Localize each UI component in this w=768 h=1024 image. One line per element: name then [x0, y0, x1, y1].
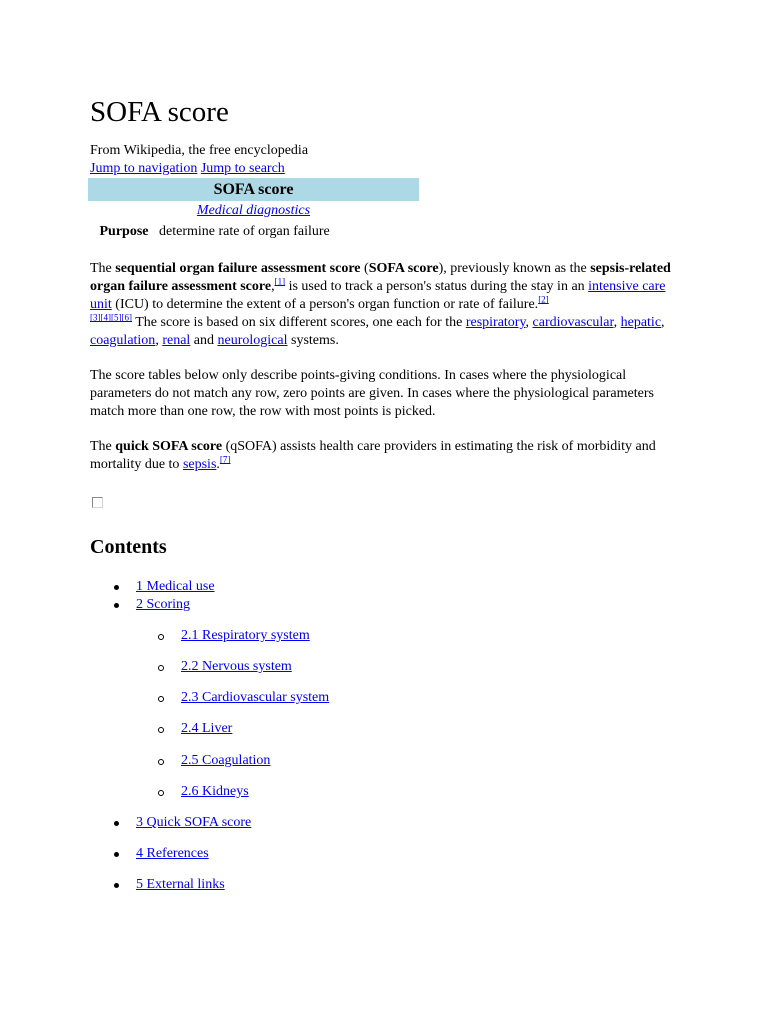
toc-link-references[interactable]: 4 References — [136, 846, 209, 861]
broken-image-icon — [92, 497, 103, 508]
text: (qSOFA) assists health care providers in estimating the risk of morbidity and mortality due to — [90, 439, 656, 472]
text: The — [90, 439, 116, 454]
bold-term: quick SOFA score — [115, 439, 223, 454]
infobox-title: SOFA score — [88, 178, 419, 201]
circle-bullet-icon — [158, 634, 164, 640]
toc-link-coagulation[interactable]: 2.5 Coagulation — [181, 753, 271, 768]
jump-to-search-link[interactable]: Jump to search — [200, 161, 285, 176]
reference-2-link[interactable]: [2] — [538, 294, 549, 305]
circle-bullet-icon — [158, 696, 164, 702]
reference-1-link[interactable]: [1] — [274, 276, 286, 287]
toc-item — [136, 845, 209, 863]
toc-subitem — [181, 627, 310, 645]
toc-subitem — [181, 689, 329, 707]
bullet-icon — [114, 883, 119, 888]
score-tables-paragraph: The score tables below only describe points-giving conditions. In cases where the physiological parameters do not match any row, zero points are given. In cases where the physiological parameters match more than one row, the row with most points is picked. — [90, 368, 654, 419]
toc-link-liver[interactable]: 2.4 Liver — [181, 721, 233, 736]
intro-paragraph — [90, 260, 682, 350]
neurological-link[interactable]: neurological — [217, 333, 288, 348]
text: , — [613, 315, 621, 330]
hepatic-link[interactable]: hepatic — [620, 315, 662, 330]
toc-item — [136, 596, 190, 614]
bullet-icon — [114, 585, 119, 590]
toc-link-medical-use[interactable]: 1 Medical use — [136, 579, 215, 594]
toc-subitem — [181, 783, 249, 801]
bullet-icon — [114, 603, 119, 608]
toc-link-kidneys[interactable]: 2.6 Kidneys — [181, 784, 249, 799]
sepsis-link[interactable]: sepsis — [182, 457, 217, 472]
text: The — [90, 261, 116, 276]
page-title: SOFA score — [90, 96, 229, 128]
text: is used to track a person's status during the stay in an — [285, 279, 589, 294]
text: . — [216, 457, 220, 472]
contents-heading: Contents — [90, 536, 167, 558]
text: , — [271, 279, 275, 294]
respiratory-link[interactable]: respiratory — [465, 315, 526, 330]
infobox — [88, 178, 419, 243]
text: systems. — [287, 333, 339, 348]
medical-diagnostics-link[interactable]: Medical diagnostics — [196, 203, 311, 218]
text: , — [661, 315, 665, 330]
toc-link-scoring[interactable]: 2 Scoring — [136, 597, 191, 612]
text: The score is based on six different scores, one each for the — [132, 315, 466, 330]
renal-link[interactable]: renal — [162, 333, 191, 348]
toc-item — [136, 876, 225, 894]
toc-link-external-links[interactable]: 5 External links — [136, 877, 225, 892]
infobox-row-purpose — [88, 221, 419, 243]
jump-to-navigation-link[interactable]: Jump to navigation — [90, 161, 198, 176]
text: (ICU) to determine the extent of a person's organ function or rate of failure. — [111, 297, 539, 312]
text: ), previously known as the — [438, 261, 591, 276]
bold-term: sequential organ failure assessment score — [115, 261, 361, 276]
infobox-subtitle — [88, 201, 419, 221]
infobox-purpose-value: determine rate of organ failure — [159, 224, 330, 239]
qsofa-paragraph — [90, 438, 682, 474]
text: , — [525, 315, 533, 330]
text: ( — [360, 261, 369, 276]
toc-item — [136, 578, 215, 596]
toc-item — [136, 814, 251, 832]
bullet-icon — [114, 821, 119, 826]
circle-bullet-icon — [158, 759, 164, 765]
infobox-purpose-label: Purpose — [99, 224, 149, 239]
coagulation-link[interactable]: coagulation — [90, 333, 156, 348]
toc-link-quick-sofa-score[interactable]: 3 Quick SOFA score — [136, 815, 252, 830]
circle-bullet-icon — [158, 727, 164, 733]
toc-subitem — [181, 752, 270, 770]
cardiovascular-link[interactable]: cardiovascular — [532, 315, 614, 330]
toc-subitem — [181, 658, 292, 676]
toc-subitem — [181, 720, 232, 738]
toc-link-respiratory-system[interactable]: 2.1 Respiratory system — [181, 628, 310, 643]
circle-bullet-icon — [158, 665, 164, 671]
intensive-care-unit-link[interactable]: intensive care unit — [90, 279, 666, 312]
reference-7-link[interactable]: [7] — [219, 454, 231, 465]
reference-5-link[interactable]: [5] — [111, 312, 122, 323]
text: , — [155, 333, 163, 348]
bold-term: SOFA score — [368, 261, 439, 276]
jump-links — [90, 160, 285, 178]
reference-6-link[interactable]: [6] — [121, 312, 132, 323]
bullet-icon — [114, 852, 119, 857]
text: and — [190, 333, 218, 348]
toc-link-nervous-system[interactable]: 2.2 Nervous system — [181, 659, 292, 674]
reference-4-link[interactable]: [4] — [100, 312, 111, 323]
toc-link-cardiovascular-system[interactable]: 2.3 Cardiovascular system — [181, 690, 330, 705]
site-tagline: From Wikipedia, the free encyclopedia — [90, 143, 309, 158]
bold-term: sepsis-related organ failure assessment score — [90, 261, 671, 294]
circle-bullet-icon — [158, 790, 164, 796]
reference-3-link[interactable]: [3] — [90, 312, 101, 323]
